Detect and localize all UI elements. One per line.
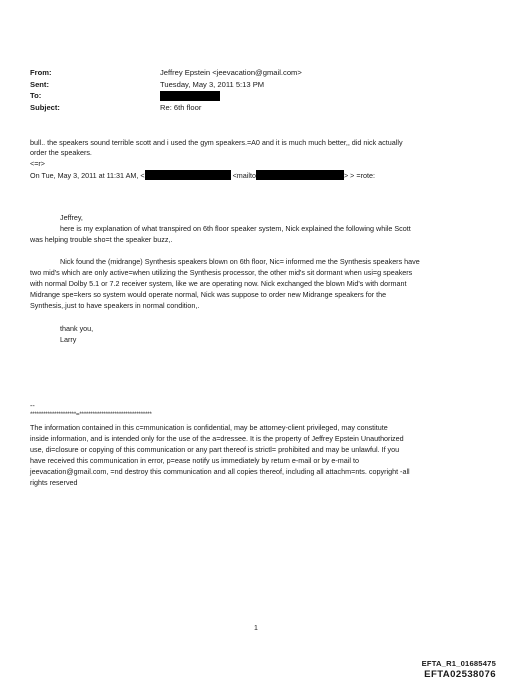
reply-line-3: <=r> <box>30 159 45 168</box>
bates-number-1: EFTA_R1_01685475 <box>421 659 496 668</box>
quoted-p2-line3: with normal Dolby 5.1 or 7.2 receiver system, like we are operating now. Nick exchanged the blown Mid's with dormant <box>30 279 407 288</box>
disclaimer-line-3: use, di=closure or copying of this communication or any part thereof is strictl= prohibited and may be unlawful. If you <box>30 445 400 454</box>
to-redaction <box>160 91 220 101</box>
quoted-p1-line2: was helping trouble sho=t the speaker buzz,. <box>30 235 173 244</box>
quote-redaction-1 <box>145 170 231 180</box>
quoted-name: Larry <box>60 335 77 344</box>
quote-mid: <mailto <box>232 171 256 180</box>
signature-dashes: -- <box>30 401 35 410</box>
to-label: To: <box>30 91 42 100</box>
disclaimer-line-6: rights reserved <box>30 478 78 487</box>
bates-number-2: EFTA02538076 <box>424 669 496 680</box>
quoted-p2-line5: Synthesis,.just to have speakers in normal condition,. <box>30 301 200 310</box>
quote-suffix: > > =rote: <box>343 171 375 180</box>
quoted-p2-line4: Midrange spe=kers so system would operate normal, Nick was suppose to order new Midrange speakers for the <box>30 290 387 299</box>
disclaimer-line-5: jeevacation@gmail.com, =nd destroy this communication and all copies thereof, including all attachm=nts. copyright -all <box>30 467 410 476</box>
quoted-p2-line1: Nick found the (midrange) Synthesis speakers blown on 6th floor, Nic= informed me the Synthesis speakers have <box>60 257 420 266</box>
from-label: From: <box>30 68 52 77</box>
disclaimer-line-4: have received this communication in error, p=ease notify us immediately by return e-mail or by e-mail to <box>30 456 359 465</box>
quoted-p1-line1: here is my explanation of what transpired on 6th floor speaker system, Nick explained the following while Scott <box>60 224 411 233</box>
quote-prefix: On Tue, May 3, 2011 at 11:31 AM, < <box>30 171 145 180</box>
sent-label: Sent: <box>30 80 49 89</box>
page-number: 1 <box>254 625 258 632</box>
disclaimer-line-2: inside information, and is intended only for the use of the a=dressee. It is the property of Jeffrey Epstein Unauthorized <box>30 434 404 443</box>
quote-attribution <box>30 170 375 181</box>
quoted-greeting: Jeffrey, <box>60 213 83 222</box>
to-redaction-wrap <box>160 91 220 102</box>
subject-label: Subject: <box>30 103 60 112</box>
sent-value: Tuesday, May 3, 2011 5:13 PM <box>160 80 265 89</box>
separator-stars: *********************=********************************* <box>30 411 152 418</box>
disclaimer-line-1: The information contained in this c=mmunication is confidential, may be attorney-client privileged, may constitute <box>30 423 388 432</box>
quoted-signoff: thank you, <box>60 324 94 333</box>
quoted-p2-line2: two mid's which are only active=when utilizing the Synthesis processor, the other mid's sit dormant when usi=g speakers <box>30 268 413 277</box>
quote-redaction-2 <box>256 170 344 180</box>
from-value: Jeffrey Epstein <jeevacation@gmail.com> <box>160 68 302 77</box>
reply-line-1: bull.. the speakers sound terrible scott and i used the gym speakers.=A0 and it is much much better,, did nick actually <box>30 138 403 147</box>
reply-line-2: order the speakers. <box>30 148 92 157</box>
subject-value: Re: 6th floor <box>160 103 202 112</box>
